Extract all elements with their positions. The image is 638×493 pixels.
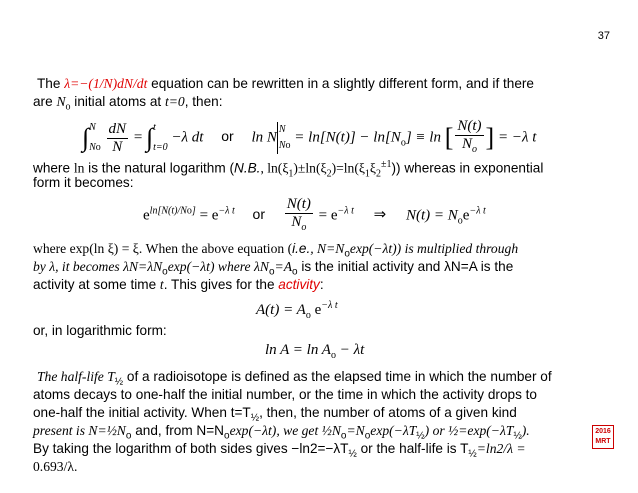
equation-exponential: $e^{ln[N(t)/No]} = e^{-\lambda t}$ or $\frac{N(t)}{N_o}$ = $e^{-\lambda t}$ ⇒ $N(t) = N_oe^{-\lambda t}$ <box>143 196 486 233</box>
lambda-definition: λ=−(1/N)dN/dt <box>64 76 148 91</box>
paragraph-2-line-1: where ln is the natural logarithm (N.B., $\ln(\xi_1)\pm\ln(\xi_2)=\ln(\xi_1\xi_2^{\pm 1})$) whereas in exponential <box>33 159 544 180</box>
badge-year: 2016 <box>595 428 611 435</box>
paragraph-5-line-5: By taking the logarithm of both sides gives $-\ln 2=-\lambda T_{\frac{1}{2}}$ or the half-life is $T_{\frac{1}{2}}=\ln 2/\lambda$ = <box>33 441 526 460</box>
paragraph-3-line-3: activity at some time t. This gives for the activity: <box>33 277 324 292</box>
paragraph-5-line-1: The half-life $T_{\frac{1}{2}}$ of a radioisotope is defined as the elapsed time in which the number of <box>37 369 552 388</box>
paragraph-3-line-2: by λ, it becomes $\lambda N=\lambda N_o\exp(-\lambda t)$ where $\lambda N_o=A_o$ is the initial activity and λN=A is the <box>33 259 514 278</box>
paragraph-1-line-2: are $N_o$ initial atoms at t=0, then: <box>33 94 223 113</box>
paragraph-5-line-2: atoms decays to one-half the initial number, or the time in which the activity drops to <box>33 387 537 402</box>
paragraph-4: or, in logarithmic form: <box>33 323 167 338</box>
copyright-badge <box>592 425 614 449</box>
paragraph-3-line-1: where exp(ln ξ) = ξ. When the above equation (i.e., $N=N_o\exp(-\lambda t)$) is multiplied through <box>33 241 519 260</box>
equation-activity: $A(t) = A_o$ $e^{-\lambda t}$ <box>256 300 338 321</box>
paragraph-2-line-2: form it becomes: <box>33 175 134 190</box>
paragraph-5-line-4: present is $N=\frac{1}{2}N_o$ and, from $N=N_o\exp(-\lambda t)$, we get $\frac{1}{2}N_o=N_o\exp(-\lambda T_{\frac{1}{2}})$ or $\frac{1}{2}=\exp(-\lambda T_{\frac{1}{2}})$. <box>33 423 530 442</box>
equation-log-activity: $\ln A = \ln A_o - \lambda t$ <box>265 342 365 361</box>
page-number: 37 <box>597 30 610 42</box>
activity-term: activity <box>278 277 320 292</box>
equation-integral: ∫N No $\frac{dN}{N}$ = ∫t t=0 −λ dt or ln N N $No = \ln[N(t)] - \ln[N_o] \equiv \ln$ [ $\frac{N(t)}{N_o}$ ] = −λ t <box>82 118 537 155</box>
paragraph-5-line-3: one-half the initial activity. When $t=T_{\frac{1}{2}}$, then, the number of atoms of a given kind <box>33 405 517 424</box>
paragraph-5-line-6: 0.693/λ. <box>33 459 78 474</box>
paragraph-1-line-1: The λ=−(1/N)dN/dt equation can be rewritten in a slightly different form, and if there <box>37 76 534 91</box>
badge-text: MRT <box>595 438 611 445</box>
